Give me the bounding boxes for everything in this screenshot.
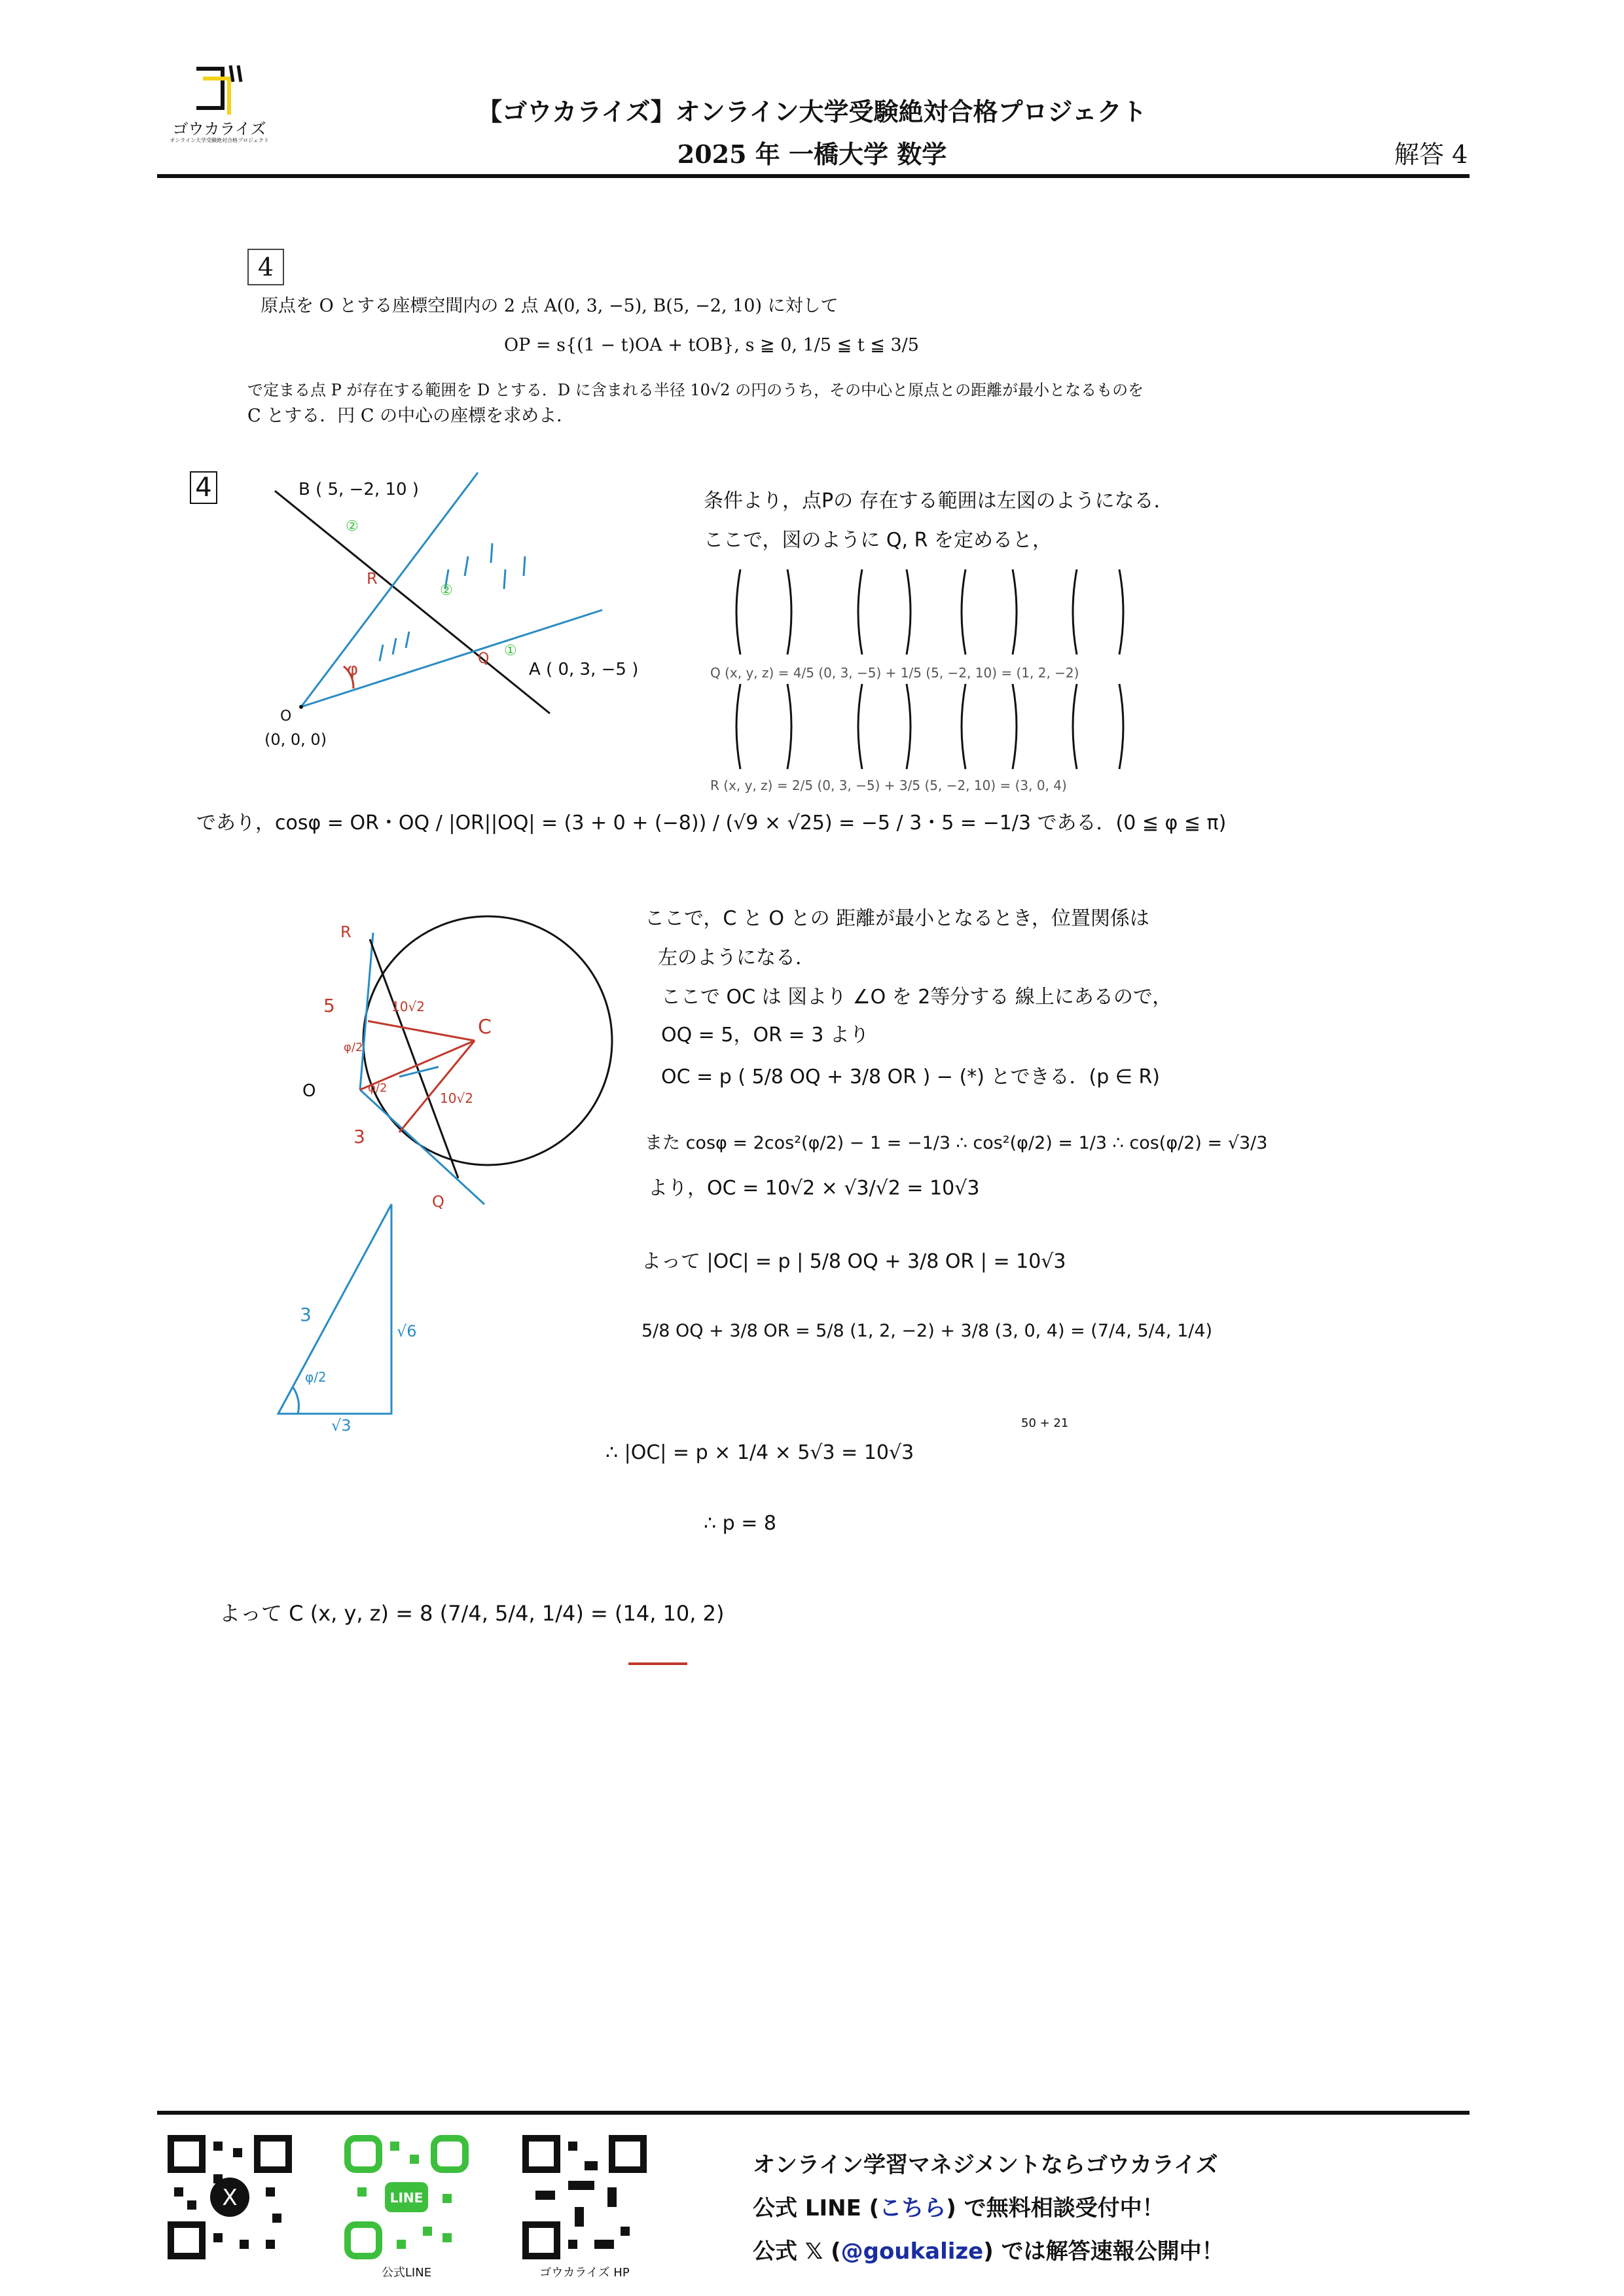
svg-text:X: X — [222, 2185, 238, 2211]
figure-circle-diagram — [308, 903, 622, 1217]
line-ab — [275, 491, 550, 713]
triangle-angle-label: φ/2 — [305, 1369, 327, 1385]
problem-line3: C とする．円 C の中心の座標を求めよ． — [247, 406, 575, 426]
r-vector-eq — [710, 677, 1136, 776]
logo-text: ゴウカライズ — [172, 120, 266, 138]
triangle-base-label: √3 — [331, 1416, 352, 1435]
fig2-radius-label-2: 10√2 — [440, 1090, 473, 1106]
r-vector-text: R (x, y, z) = 2/5 (0, 3, −5) + 3/5 (5, −2, 10) = (3, 0, 4) — [710, 778, 1067, 793]
r-matrix-brackets-icon — [710, 677, 1136, 776]
q-vector-text: Q (x, y, z) = 4/5 (0, 3, −5) + 1/5 (5, −2, 10) = (1, 2, −2) — [710, 665, 1079, 681]
solution-text-6: OQ = 5，OR = 3 より — [661, 1024, 869, 1047]
footer-line-2-post: ) で無料相談受付中！ — [946, 2195, 1164, 2221]
point-r-label: R — [367, 569, 378, 588]
solution-label: 4 — [190, 471, 217, 504]
final-answer: よって C (x, y, z) = 8 (7/4, 5/4, 1/4) = (14, 10, 2) — [219, 1601, 725, 1626]
radius-1 — [368, 1021, 475, 1041]
solution-text-1: 条件より，点Pの 存在する範囲は左図のようになる． — [704, 490, 1174, 512]
solution-text-8: また cosφ = 2cos²(φ/2) − 1 = −1/3 ∴ cos²(φ/2) = 1/3 ∴ cos(φ/2) = √3/3 — [645, 1133, 1268, 1153]
line-link[interactable]: こちら — [879, 2195, 947, 2221]
problem-line2: で定まる点 P が存在する範囲を D とする．D に含まれる半径 10√2 の円のうち，その中心と原点との距離が最小となるものを — [247, 381, 1144, 399]
ray-oq — [301, 610, 602, 707]
solution-text-13: ∴ p = 8 — [704, 1512, 776, 1535]
fig2-half-angle-2: φ/2 — [368, 1081, 388, 1095]
fig2-radius-label-1: 10√2 — [391, 999, 425, 1014]
svg-text:LINE: LINE — [389, 2190, 424, 2206]
point-a-label: A ( 0, 3, −5 ) — [529, 660, 639, 679]
solution-text-4: 左のようになる． — [658, 946, 815, 969]
figure-right-triangle — [262, 1191, 419, 1427]
final-answer-underline — [628, 1662, 687, 1665]
problem-formula: OP = s{(1 − t)OA + tOB}, s ≧ 0, 1/5 ≦ t ≦ 3/5 — [504, 335, 919, 355]
fig2-half-angle-1: φ/2 — [344, 1041, 363, 1054]
line-qr-code-icon[interactable] — [344, 2135, 469, 2259]
q-matrix-brackets-icon — [710, 563, 1136, 661]
page-subtitle: 2025 年 一橋大学 数学 — [677, 139, 947, 169]
x-qr-code-icon[interactable] — [168, 2135, 292, 2259]
page-label: 解答 4 — [1394, 140, 1468, 169]
solution-text-3: ここで，C と O との 距離が最小となるとき，位置関係は — [645, 907, 1149, 930]
problem-number: 4 — [247, 249, 284, 285]
scratch-note: 50 + 21 — [1021, 1416, 1069, 1430]
triangle-vert-label: √6 — [397, 1322, 417, 1340]
solution-text-7: OC = p ( 5/8 OQ + 3/8 OR ) − (*) とできる．(p ∈ R) — [661, 1066, 1161, 1088]
ratio-mark-1: ① — [504, 643, 517, 659]
figure-region-diagram — [249, 458, 694, 759]
footer-rule — [157, 2111, 1470, 2115]
triangle-shape — [278, 1204, 391, 1414]
ray-oq-2 — [360, 1090, 484, 1204]
segment-rq — [370, 939, 458, 1178]
point-b-label: B ( 5, −2, 10 ) — [298, 480, 419, 499]
angle-phi-label: φ — [347, 660, 359, 679]
solution-text-11: 5/8 OQ + 3/8 OR = 5/8 (1, 2, −2) + 3/8 (3, 0, 4) = (7/4, 5/4, 1/4) — [641, 1321, 1213, 1341]
problem-line1: 原点を O とする座標空間内の 2 点 A(0, 3, −5), B(5, −2, 10) に対して — [261, 296, 839, 316]
x-account-link[interactable]: @goukalize — [840, 2238, 984, 2265]
solution-text-12: ∴ |OC| = p × 1/4 × 5√3 = 10√3 — [605, 1441, 914, 1464]
point-q-label: Q — [478, 651, 490, 667]
q-vector-eq — [710, 563, 1136, 661]
line-qr-caption: 公式LINE — [381, 2266, 432, 2280]
footer-line-1: オンライン学習マネジメントならゴウカライズ — [753, 2152, 1218, 2178]
solution-text-2: ここで，図のように Q, R を定めると， — [704, 529, 1053, 552]
footer-line-2 — [753, 2190, 1164, 2222]
footer-line-2-pre: 公式 LINE ( — [753, 2195, 880, 2221]
ratio-mark-2b: ② — [440, 583, 453, 599]
origin-coord-label: (0, 0, 0) — [264, 730, 327, 749]
fig2-three-label: 3 — [353, 1126, 365, 1147]
point-o-label: O — [280, 708, 292, 725]
hp-qr-caption: ゴウカライズ HP — [539, 2266, 630, 2280]
cos-phi-line: であり，cosφ = OR・OQ / |OR||OQ| = (3 + 0 + (−8)) / (√9 × √25) = −5 / 3・5 = −1/3 である．(0 ≦ φ ≦ π) — [196, 812, 1227, 834]
fig2-o-label: O — [302, 1081, 316, 1101]
fig2-c-label: C — [478, 1016, 492, 1039]
footer-line-3 — [753, 2233, 1224, 2265]
hp-qr-code-icon[interactable] — [522, 2135, 647, 2259]
ratio-mark-2: ② — [346, 518, 359, 535]
solution-text-5: ここで OC は 図より ∠O を 2等分する 線上にあるので， — [661, 986, 1172, 1009]
header-rule — [157, 174, 1470, 178]
footer-line-3-pre: 公式 𝕏 ( — [753, 2238, 841, 2265]
fig2-five-label: 5 — [323, 995, 335, 1016]
solution-text-9: より，OC = 10√2 × √3/√2 = 10√3 — [648, 1177, 980, 1200]
triangle-hyp-label: 3 — [300, 1304, 312, 1325]
logo-subtext: オンライン大学受験絶対合格プロジェクト — [170, 137, 269, 143]
page-title: 【ゴウカライズ】オンライン大学受験絶対合格プロジェクト — [477, 97, 1147, 126]
footer-line-3-post: ) では解答速報公開中！ — [983, 2238, 1224, 2265]
fig2-r-label: R — [340, 923, 352, 941]
solution-text-10: よって |OC| = p | 5/8 OQ + 3/8 OR | = 10√3 — [641, 1250, 1066, 1273]
hatching — [380, 543, 525, 661]
fig2-q-label: Q — [432, 1193, 444, 1211]
